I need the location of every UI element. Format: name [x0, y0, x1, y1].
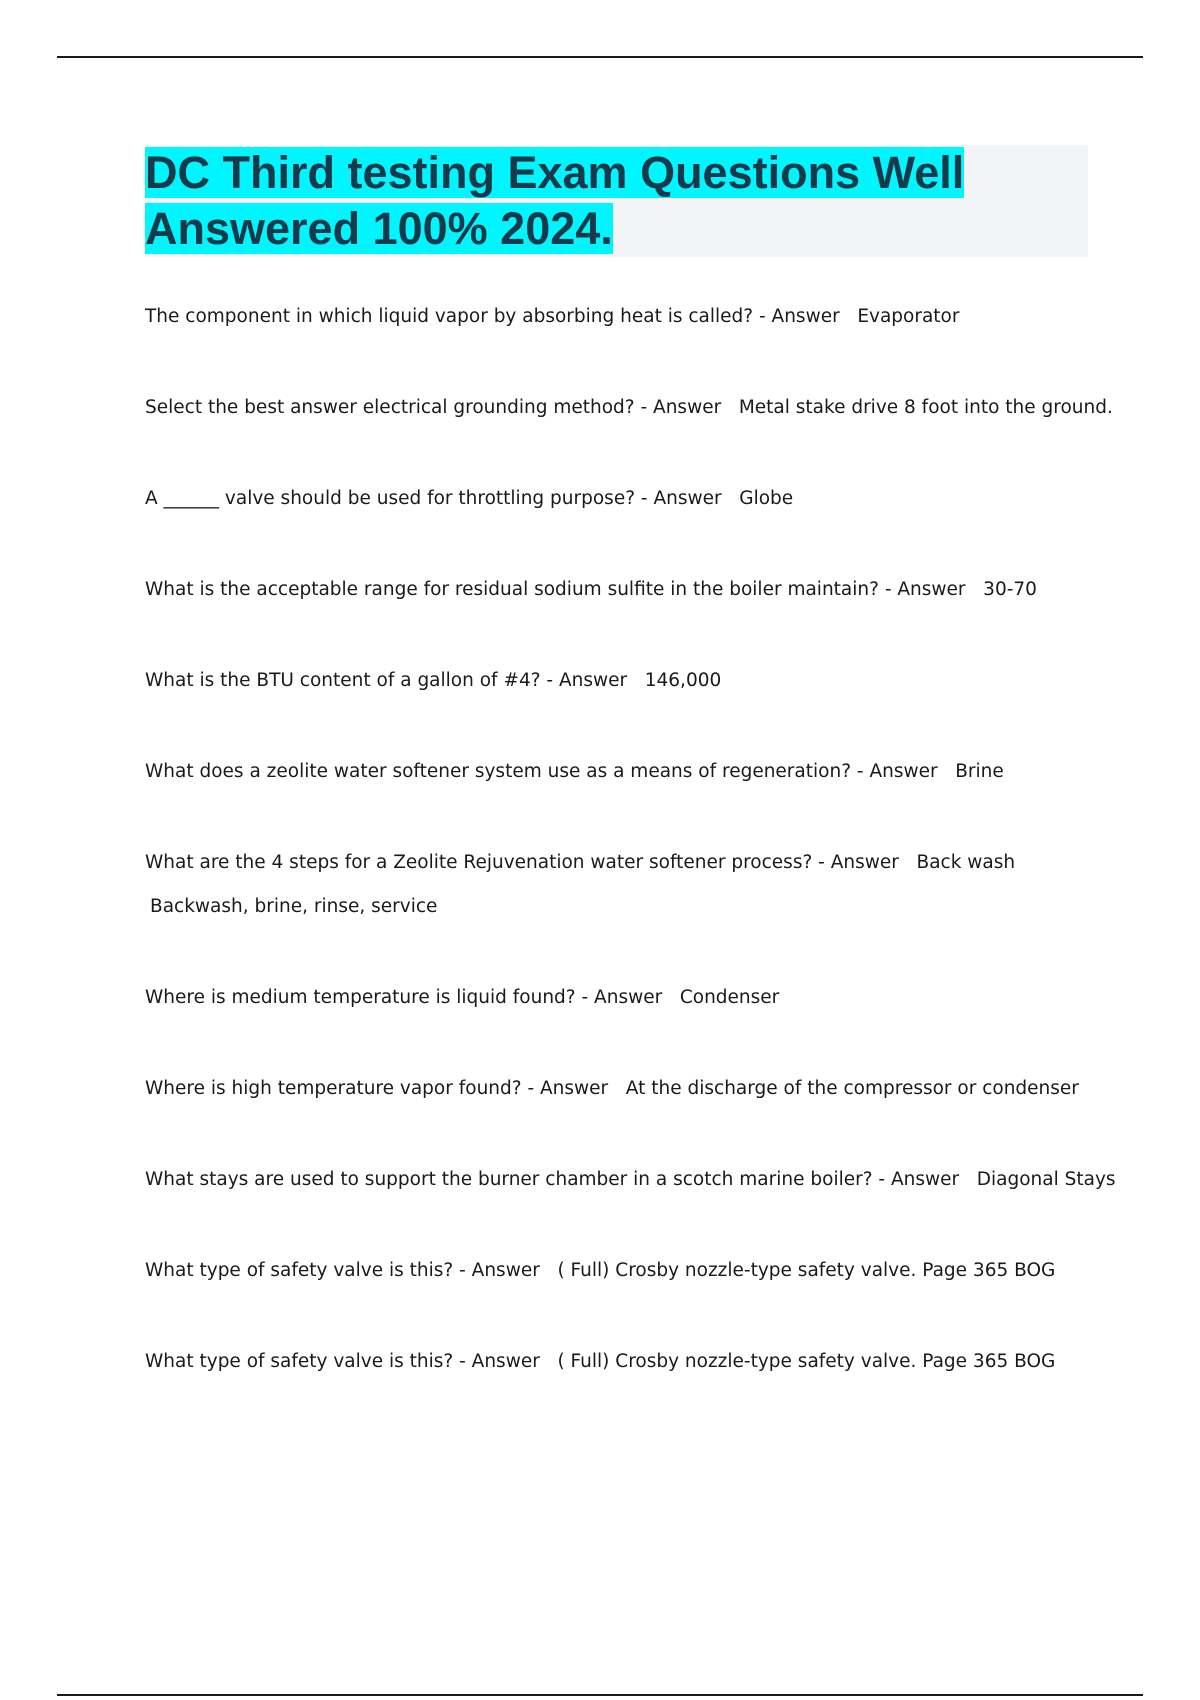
answer-marker: - Answer [453, 1260, 558, 1281]
qa-item-6 [145, 755, 1145, 789]
qa-item-4 [145, 573, 1145, 607]
qa-item-8 [145, 981, 1145, 1015]
answer-marker: - Answer [635, 488, 740, 509]
question-text: Where is medium temperature is liquid found? [145, 987, 576, 1008]
question-text: What are the 4 steps for a Zeolite Rejuvenation water softener process? [145, 852, 813, 873]
document-title [145, 145, 1088, 257]
answer-marker: - Answer [878, 579, 984, 600]
answer-marker: - Answer [812, 852, 917, 873]
answer-marker: - Answer [575, 987, 680, 1008]
qa-item-1 [145, 300, 1145, 334]
answer-marker: - Answer [872, 1169, 977, 1190]
title-block [145, 145, 1088, 257]
qa-item-9 [145, 1072, 1145, 1106]
answer-text: At the discharge of the compressor or condenser [625, 1078, 1079, 1099]
header-rule [57, 56, 1143, 58]
answer-text: Brine [955, 761, 1004, 782]
question-text: What does a zeolite water softener system use as a means of regeneration? [145, 761, 852, 782]
qa-item-7 [145, 846, 1145, 924]
answer-text: ( Full) Crosby nozzle-type safety valve. Page 365 BOG [557, 1260, 1056, 1281]
answer-marker: - Answer [540, 670, 645, 691]
answer-text: Evaporator [857, 306, 960, 327]
qa-item-5 [145, 664, 1145, 698]
answer-marker: - Answer [753, 306, 858, 327]
answer-marker: - Answer [453, 1351, 558, 1372]
answer-text: Globe [739, 488, 794, 509]
question-text: Select the best answer electrical grounding method? [145, 397, 635, 418]
answer-marker: - Answer [851, 761, 956, 782]
qa-item-3 [145, 482, 1145, 516]
answer-continued-text: Backwash, brine, rinse, service [150, 896, 438, 917]
answer-text: 30-70 [983, 579, 1037, 600]
question-answer-list [145, 300, 1145, 1436]
footer-rule [57, 1694, 1143, 1696]
question-text: What type of safety valve is this? [145, 1260, 454, 1281]
answer-marker: - Answer [521, 1078, 626, 1099]
document-title-text: DC Third testing Exam Questions Well Answered 100% 2024. [145, 147, 965, 254]
question-text: What is the BTU content of a gallon of #4? [145, 670, 541, 691]
qa-item-2 [145, 391, 1145, 425]
answer-text: Diagonal Stays [976, 1169, 1116, 1190]
qa-item-12 [145, 1345, 1145, 1379]
qa-item-11 [145, 1254, 1145, 1288]
answer-text: 146,000 [644, 670, 722, 691]
answer-text: Metal stake drive 8 foot into the ground. [738, 397, 1113, 418]
question-text: Where is high temperature vapor found? [145, 1078, 522, 1099]
answer-marker: - Answer [634, 397, 739, 418]
question-text: The component in which liquid vapor by absorbing heat is called? [145, 306, 754, 327]
question-text: What is the acceptable range for residual sodium sulfite in the boiler maintain? [145, 579, 879, 600]
answer-text: Condenser [679, 987, 780, 1008]
question-text: What type of safety valve is this? [145, 1351, 454, 1372]
question-text: A ______ valve should be used for throttling purpose? [145, 488, 636, 509]
answer-text: ( Full) Crosby nozzle-type safety valve. Page 365 BOG [557, 1351, 1056, 1372]
question-text: What stays are used to support the burner chamber in a scotch marine boiler? [145, 1169, 873, 1190]
answer-text: Back wash [916, 852, 1016, 873]
qa-item-10 [145, 1163, 1145, 1197]
